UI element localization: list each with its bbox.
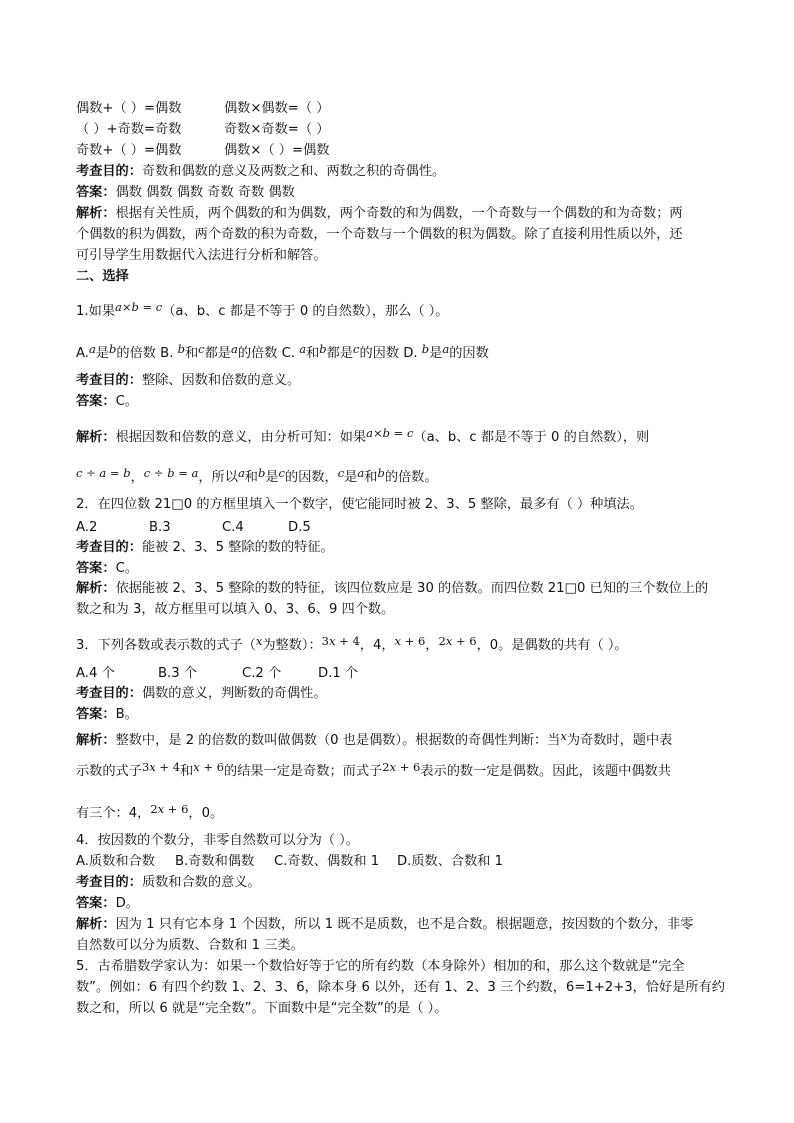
q2-analysis-line-1: 解析：依据能被 2、3、5 整除的数的特征，该四位数应是 30 的倍数。而四位数 21□0 已知的三个数位上的 [76,581,709,596]
q3-answer: 答案：B。 [76,707,138,722]
fill-analysis-line-3: 可引导学生用数据代入法进行分析和解答。 [76,248,327,263]
q1-analysis-line-2: c ÷ a = b，c ÷ b = a，所以a和b是c的因数，c是a和b的倍数。 [76,466,438,485]
fill-item: 奇数×奇数=（ ） [224,122,330,137]
q1-answer: 答案：C。 [76,394,138,409]
q3-analysis-line-1: 解析：整数中，是 2 的倍数的数叫做偶数（0 也是偶数）。根据数的奇偶性判断：当x为奇数时，题中表 [76,729,673,748]
fill-analysis-line-2: 个偶数的积为偶数，两个奇数的积为奇数，一个奇数与一个偶数的积为偶数。除了直接利用性质以外，还 [76,227,683,242]
q3-options: A.4 个 B.3 个 C.2 个 D.1 个 [76,666,359,681]
q1-purpose: 考查目的：整除、因数和倍数的意义。 [76,373,301,388]
q2-analysis-line-2: 数之和为 3，故方框里可以填入 0、3、6、9 四个数。 [76,602,395,617]
fill-row-1 [76,100,329,117]
fill-purpose: 考查目的：奇数和偶数的意义及两数之和、两数之积的奇偶性。 [76,164,446,179]
q4-analysis-line-2: 自然数可以分为质数、合数和 1 三类。 [76,938,304,953]
q1-analysis-line-1: 解析：根据因数和倍数的意义，由分析可知：如果a×b = c（a、b、c 都是不等于 0 的自然数），则 [76,426,650,445]
fill-analysis-line-1: 解析：根据有关性质，两个偶数的和为偶数，两个奇数的和为偶数，一个奇数与一个偶数的和为奇数；两 [76,206,683,221]
q1-options: A.a是b的倍数 B. b和c都是a的倍数 C. a和b都是c的因数 D. b是a的因数 [76,342,489,361]
fill-item: 偶数×（ ）=偶数 [224,143,330,158]
q1-stem: 1.如果a×b = c（a、b、c 都是不等于 0 的自然数），那么（ ）。 [76,300,449,319]
fill-item: 偶数+（ ）=偶数 [76,101,182,116]
q2-stem: 2．在四位数 21□0 的方框里填入一个数字，使它能同时被 2、3、5 整除，最多有（ ）种填法。 [76,497,643,512]
q4-options: A.质数和合数 B.奇数和偶数 C.奇数、偶数和 1 D.质数、合数和 1 [76,854,504,869]
q2-answer: 答案：C。 [76,561,138,576]
q3-analysis-line-3: 有三个：4，2x + 6，0。 [76,802,224,821]
q2-purpose: 考查目的：能被 2、3、5 整除的数的特征。 [76,540,334,555]
q2-options: A.2 B.3 C.4 D.5 [76,520,311,535]
q3-purpose: 考查目的：偶数的意义，判断数的奇偶性。 [76,686,327,701]
q5-stem-line-3: 数之和，所以 6 就是“完全数”。下面数中是“完全数”的是（ ）。 [76,1001,448,1016]
q4-answer: 答案：D。 [76,896,139,911]
q5-stem-line-2: 数”。例如：6 有四个约数 1、2、3、6，除本身 6 以外，还有 1、2、3 三个约数，6=1+2+3，恰好是所有约 [76,980,725,995]
fill-row-3 [76,142,329,159]
section-heading: 二、选择 [76,269,129,284]
fill-item: 奇数+（ ）=偶数 [76,143,182,158]
fill-item: （ ）+奇数=奇数 [76,122,182,137]
fill-row-2 [76,121,329,138]
fill-item: 偶数×偶数=（ ） [224,101,330,116]
q3-stem: 3．下列各数或表示数的式子（x为整数）：3x + 4，4，x + 6，2x + 6，0。是偶数的共有（ ）。 [76,634,628,653]
q3-analysis-line-2: 示数的式子3x + 4和x + 6的结果一定是奇数；而式子2x + 6表示的数一定是偶数。因此，该题中偶数共 [76,760,671,779]
q4-purpose: 考查目的：质数和合数的意义。 [76,875,261,890]
q5-stem-line-1: 5．古希腊数学家认为：如果一个数恰好等于它的所有约数（本身除外）相加的和，那么这个数就是“完全 [76,959,685,974]
q4-stem: 4．按因数的个数分，非零自然数可以分为（ ）。 [76,833,359,848]
q4-analysis-line-1: 解析：因为 1 只有它本身 1 个因数，所以 1 既不是质数，也不是合数。根据题意，按因数的个数分，非零 [76,917,694,932]
fill-answer: 答案：偶数 偶数 偶数 奇数 奇数 偶数 [76,185,295,200]
